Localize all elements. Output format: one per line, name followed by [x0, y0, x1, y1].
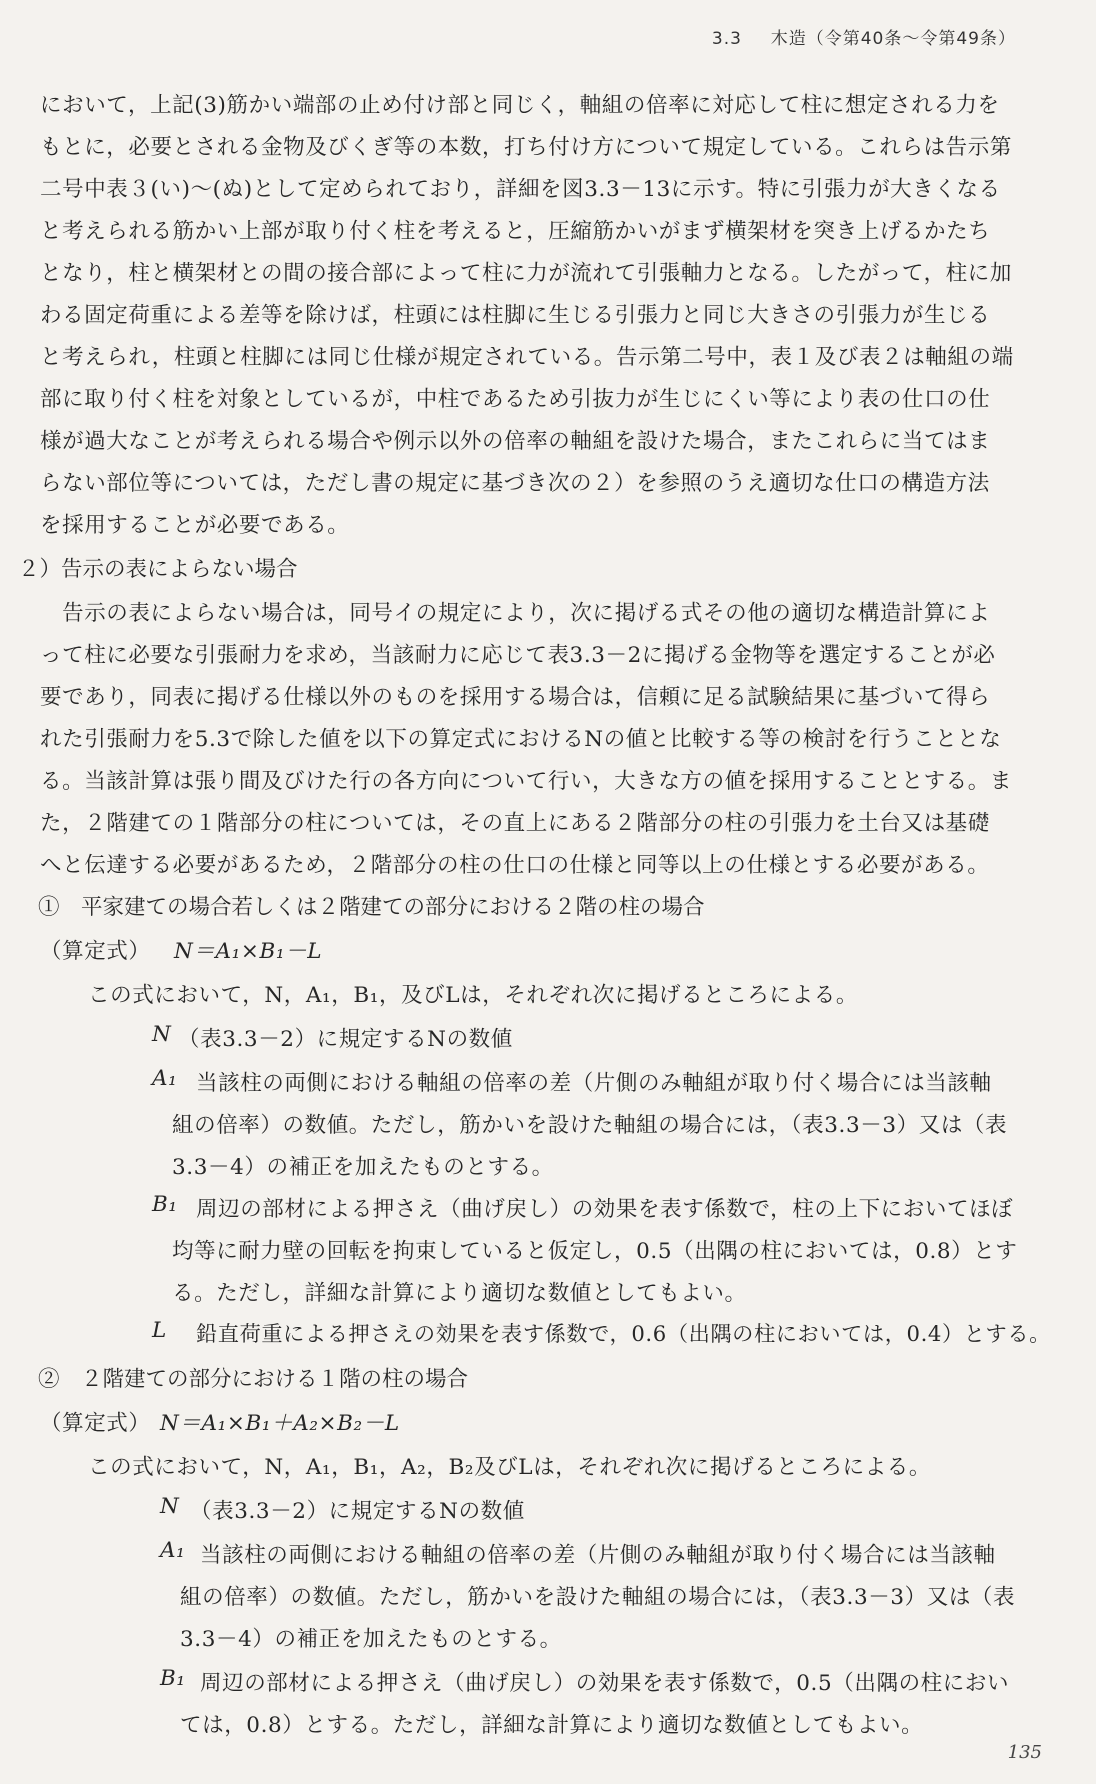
para2-line: た，２階建ての１階部分の柱については，その直上にある２階部分の柱の引張力を土台又は基礎 — [40, 811, 990, 836]
header-section: 3.3 — [711, 29, 742, 49]
para1-line: わる固定荷重による差等を除けば，柱頭には柱脚に生じる引張力と同じ大きさの引張力が生じる — [40, 303, 991, 328]
para2-line: へと伝達する必要があるため，２階部分の柱の仕口の仕様と同等以上の仕様とする必要がある。 — [40, 853, 990, 878]
case1-def-text: 3.3－4）の補正を加えたものとする。 — [172, 1155, 554, 1180]
para1-line: らない部位等については，ただし書の規定に基づき次の２）を参照のうえ適切な仕口の構造方法 — [40, 471, 990, 496]
running-header — [712, 24, 1016, 49]
case2-def-symbol: B₁ — [160, 1666, 186, 1691]
case2-def-text: 当該柱の両側における軸組の倍率の差（片側のみ軸組が取り付く場合には当該軸 — [200, 1543, 996, 1568]
case2-intro: この式において，N，A₁，B₁，A₂，B₂及びLは，それぞれ次に掲げるところによる。 — [88, 1455, 931, 1480]
case2-def-text: 組の倍率）の数値。ただし，筋かいを設けた軸組の場合には，（表3.3－3）又は（表 — [180, 1585, 1016, 1610]
case2-formula: N＝A₁×B₁＋A₂×B₂－L — [160, 1411, 400, 1436]
header-title: 木造（令第40条～令第49条） — [770, 29, 1016, 49]
para1-line: 様が過大なことが考えられる場合や例示以外の倍率の軸組を設けた場合，またこれらに当てはま — [40, 429, 991, 454]
case1-def-text: 組の倍率）の数値。ただし，筋かいを設けた軸組の場合には，（表3.3－3）又は（表 — [172, 1113, 1008, 1138]
para1-line: 部に取り付く柱を対象としているが，中柱であるため引抜力が生じにくい等により表の仕口の仕 — [40, 387, 991, 412]
case1-def-symbol: L — [152, 1318, 167, 1343]
case2-def-text: 3.3－4）の補正を加えたものとする。 — [180, 1627, 562, 1652]
case1-def-symbol: N — [152, 1022, 172, 1047]
case2-def-symbol: N — [160, 1494, 180, 1519]
para1-line: を採用することが必要である。 — [40, 513, 350, 538]
para1-line: と考えられ，柱頭と柱脚には同じ仕様が規定されている。告示第二号中，表１及び表２は軸組の端 — [40, 345, 1014, 370]
case2-def-text: ては，0.8）とする。ただし，詳細な計算により適切な数値としてもよい。 — [180, 1713, 924, 1738]
para2-line: る。当該計算は張り間及びけた行の各方向について行い，大きな方の値を採用することとする。ま — [40, 769, 1012, 794]
case2-title: ② ２階建ての部分における１階の柱の場合 — [38, 1367, 469, 1392]
para1-line: と考えられる筋かい上部が取り付く柱を考えると，圧縮筋かいがまず横架材を突き上げるかたち — [40, 219, 991, 244]
section-heading: ２）告示の表によらない場合 — [18, 557, 298, 582]
case1-formula-label: （算定式） — [40, 939, 151, 964]
page-number: 135 — [1007, 1742, 1042, 1763]
case1-def-symbol: B₁ — [152, 1192, 178, 1217]
para2-line: って柱に必要な引張耐力を求め，当該耐力に応じて表3.3－2に掲げる金物等を選定することが必 — [40, 643, 996, 668]
para1-line: 二号中表３(い)～(ぬ)として定められており，詳細を図3.3－13に示す。特に引張力が大きくなる — [40, 177, 1001, 202]
case1-def-text: 均等に耐力壁の回転を拘束していると仮定し，0.5（出隅の柱においては，0.8）とす — [172, 1239, 1018, 1264]
para1-line: となり，柱と横架材との間の接合部によって柱に力が流れて引張軸力となる。したがって，柱に加 — [40, 261, 1012, 286]
para2-line: 要であり，同表に掲げる仕様以外のものを採用する場合は，信頼に足る試験結果に基づいて得ら — [40, 685, 991, 710]
case2-formula-label: （算定式） — [40, 1411, 151, 1436]
case2-def-text: （表3.3－2）に規定するNの数値 — [190, 1499, 525, 1524]
case1-def-text: 周辺の部材による押さえ（曲げ戻し）の効果を表す係数で，柱の上下においてほぼ — [196, 1197, 1014, 1222]
case1-title: ① 平家建ての場合若しくは２階建ての部分における２階の柱の場合 — [38, 895, 705, 920]
case1-formula: N＝A₁×B₁－L — [174, 939, 323, 964]
para1-line: もとに，必要とされる金物及びくぎ等の本数，打ち付け方について規定している。これらは告示第 — [40, 135, 1012, 160]
case1-def-text: る。ただし，詳細な計算により適切な数値としてもよい。 — [172, 1281, 747, 1306]
para1-line: において，上記(3)筋かい端部の止め付け部と同じく，軸組の倍率に対応して柱に想定される力を — [40, 93, 1000, 118]
case1-def-symbol: A₁ — [152, 1066, 178, 1091]
case2-def-text: 周辺の部材による押さえ（曲げ戻し）の効果を表す係数で，0.5（出隅の柱におい — [200, 1671, 1010, 1696]
para2-line: れた引張耐力を5.3で除した値を以下の算定式におけるNの値と比較する等の検討を行うこととな — [40, 727, 1002, 752]
case1-def-text: 鉛直荷重による押さえの効果を表す係数で，0.6（出隅の柱においては，0.4）とする。 — [196, 1321, 1051, 1346]
case1-def-text: 当該柱の両側における軸組の倍率の差（片側のみ軸組が取り付く場合には当該軸 — [196, 1071, 992, 1096]
case2-def-symbol: A₁ — [160, 1538, 186, 1563]
case1-def-text: （表3.3－2）に規定するNの数値 — [178, 1027, 513, 1052]
case1-intro: この式において，N，A₁，B₁，及びLは，それぞれ次に掲げるところによる。 — [88, 983, 858, 1008]
para2-line: 告示の表によらない場合は，同号イの規定により，次に掲げる式その他の適切な構造計算によ — [40, 601, 991, 626]
